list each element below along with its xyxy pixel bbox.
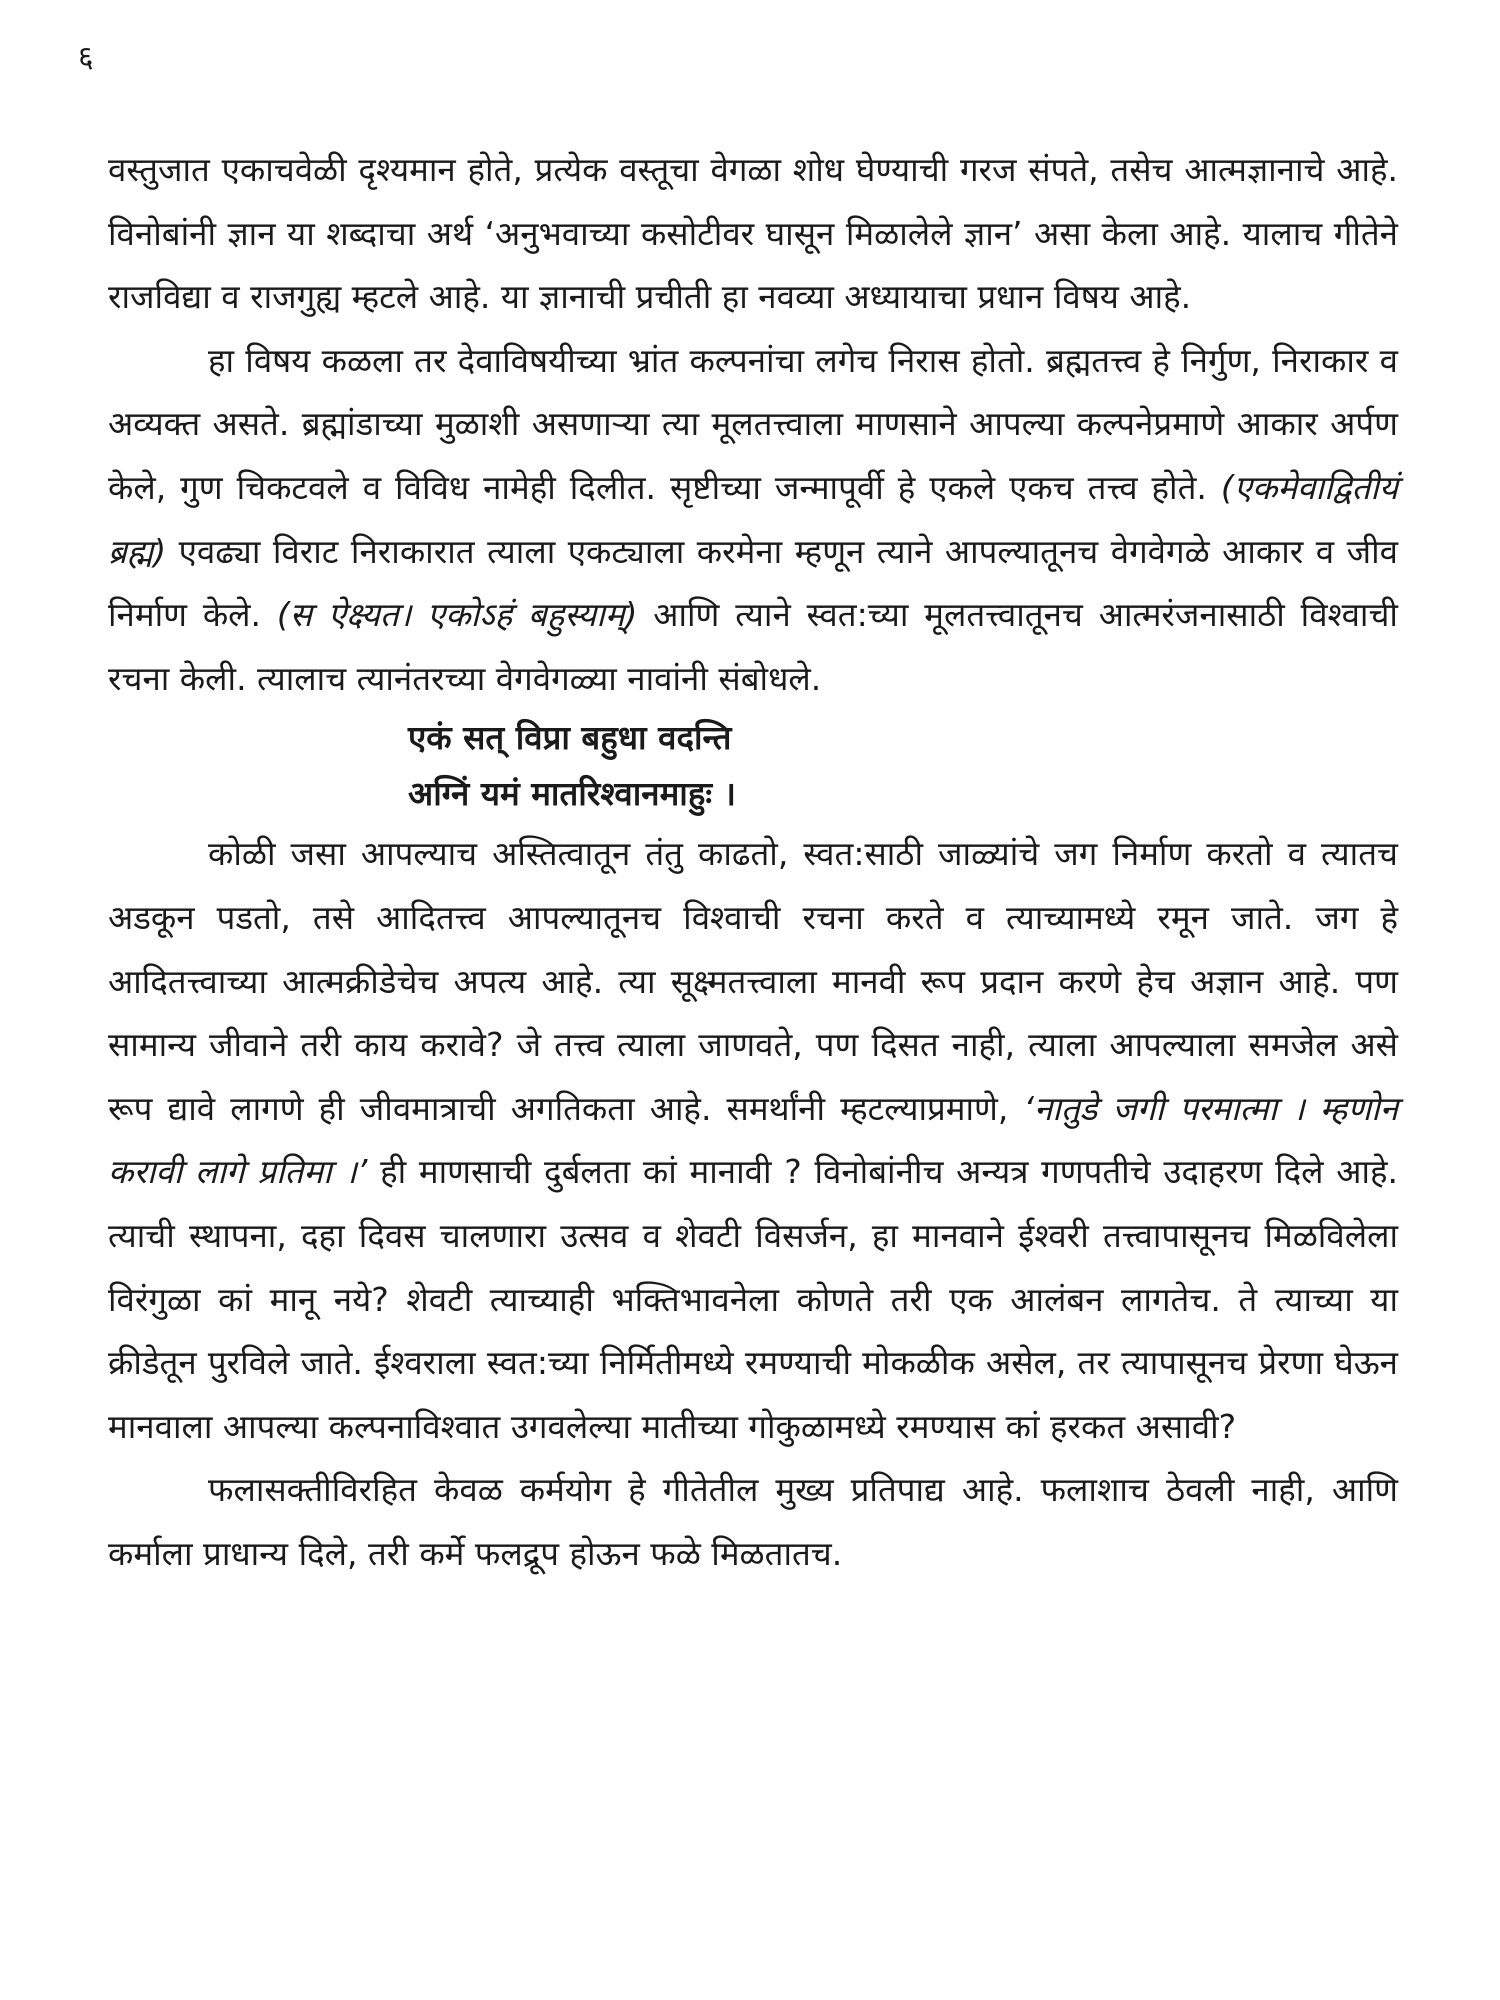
verse-line-2: अग्निं यमं मातरिश्वानमाहुः । xyxy=(408,774,737,814)
sanskrit-quote-ekamevadvitiyam: (एकमेवाद्वितीयं ब्रह्म) xyxy=(108,467,1398,571)
body-text xyxy=(108,138,1398,1585)
paragraph-2-text-a: हा विषय कळला तर देवाविषयीच्या भ्रांत कल्पनांचा लगेच निरास होतो. ब्रह्मतत्त्व हे निर्गुण, निराकार व अव्यक्त असते. ब्रह्मांडाच्या मुळाशी असणाऱ्या त्या मूलतत्त्वाला माणसाने आपल्या कल्पनेप्रमाणे आकार अर्पण केले, गुण चिकटवले व विविध नामेही दिलीत. सृष्टीच्या जन्मापूर्वी हे एकले एकच तत्त्व होते. xyxy=(108,340,1398,507)
paragraph-3 xyxy=(108,822,1398,1458)
paragraph-2-text-b: एवढ्या विराट निराकारात त्याला एकट्याला करमेना म्हणून त्याने आपल्यातूनच वेगवेगळे आकार व जीव निर्माण केले. xyxy=(108,531,1398,635)
paragraph-3-text-b: ही माणसाची दुर्बलता कां मानावी ? विनोबांनीच अन्यत्र गणपतीचे उदाहरण दिले आहे. त्याची स्थापना, दहा दिवस चालणारा उत्सव व शेवटी विसर्जन, हा मानवाने ईश्वरी तत्त्वापासूनच मिळविलेला विरंगुळा कां मानू नये? शेवटी त्याच्याही भक्तिभावनेला कोणते तरी एक आलंबन लागतेच. ते त्याच्या या क्रीडेतून पुरविले जाते. ईश्वराला स्वत:च्या निर्मितीमध्ये रमण्याची मोकळीक असेल, तर त्यापासूनच प्रेरणा घेऊन मानवाला आपल्या कल्पनाविश्वात उगवलेल्या मातीच्या गोकुळामध्ये रमण्यास कां हरकत असावी? xyxy=(108,1152,1398,1446)
sanskrit-quote-sa-aikshyata: (स ऐक्ष्यत। एकोऽहं बहुस्याम्) xyxy=(276,595,638,635)
paragraph-1-text: वस्तुजात एकाचवेळी दृश्यमान होते, प्रत्येक वस्तूचा वेगळा शोध घेण्याची गरज संपते, तसेच आत्मज्ञानाचे आहे. विनोबांनी ज्ञान या शब्दाचा अर्थ ‘अनुभवाच्या कसोटीवर घासून मिळालेले ज्ञान’ असा केला आहे. यालाच गीतेने राजविद्या व राजगुह्य म्हटले आहे. या ज्ञानाची प्रचीती हा नवव्या अध्यायाचा प्रधान विषय आहे. xyxy=(108,150,1398,317)
paragraph-4-text: फलासक्तीविरहित केवळ कर्मयोग हे गीतेतील मुख्य प्रतिपाद्य आहे. फलाशाच ठेवली नाही, आणि कर्माला प्राधान्य दिले, तरी कर्मे फलद्रूप होऊन फळे मिळतातच. xyxy=(108,1470,1398,1573)
paragraph-3-text-a: कोळी जसा आपल्याच अस्तित्वातून तंतु काढतो, स्वत:साठी जाळ्यांचे जग निर्माण करतो व त्यातच अडकून पडतो, तसे आदितत्त्व आपल्यातूनच विश्वाची रचना करते व त्याच्यामध्ये रमून जाते. जग हे आदितत्त्वाच्या आत्मक्रीडेचेच अपत्य आहे. त्या सूक्ष्मतत्त्वाला मानवी रूप प्रदान करणे हेच अज्ञान आहे. पण सामान्य जीवाने तरी काय करावे? जे तत्त्व त्याला जाणवते, पण दिसत नाही, त्याला आपल्याला समजेल असे रूप द्यावे लागणे ही जीवमात्राची अगतिकता आहे. समर्थांनी म्हटल्याप्रमाणे, xyxy=(108,834,1398,1128)
paragraph-4 xyxy=(108,1458,1398,1585)
sanskrit-verse xyxy=(108,710,1398,822)
page-number: ६ xyxy=(78,40,94,75)
verse-line-1: एकं सत् विप्रा बहुधा वदन्ति xyxy=(408,718,732,758)
paragraph-2 xyxy=(108,329,1398,711)
samarth-quote: ‘नातुडे जगी परमात्मा । म्हणोन करावी लागे प्रतिमा ।’ xyxy=(108,1088,1399,1192)
paragraph-2-text-c: आणि त्याने स्वत:च्या मूलतत्त्वातूनच आत्मरंजनासाठी विश्वाची रचना केली. त्यालाच त्यानंतरच्या वेगवेगळ्या नावांनी संबोधले. xyxy=(108,595,1398,698)
paragraph-1 xyxy=(108,138,1398,329)
